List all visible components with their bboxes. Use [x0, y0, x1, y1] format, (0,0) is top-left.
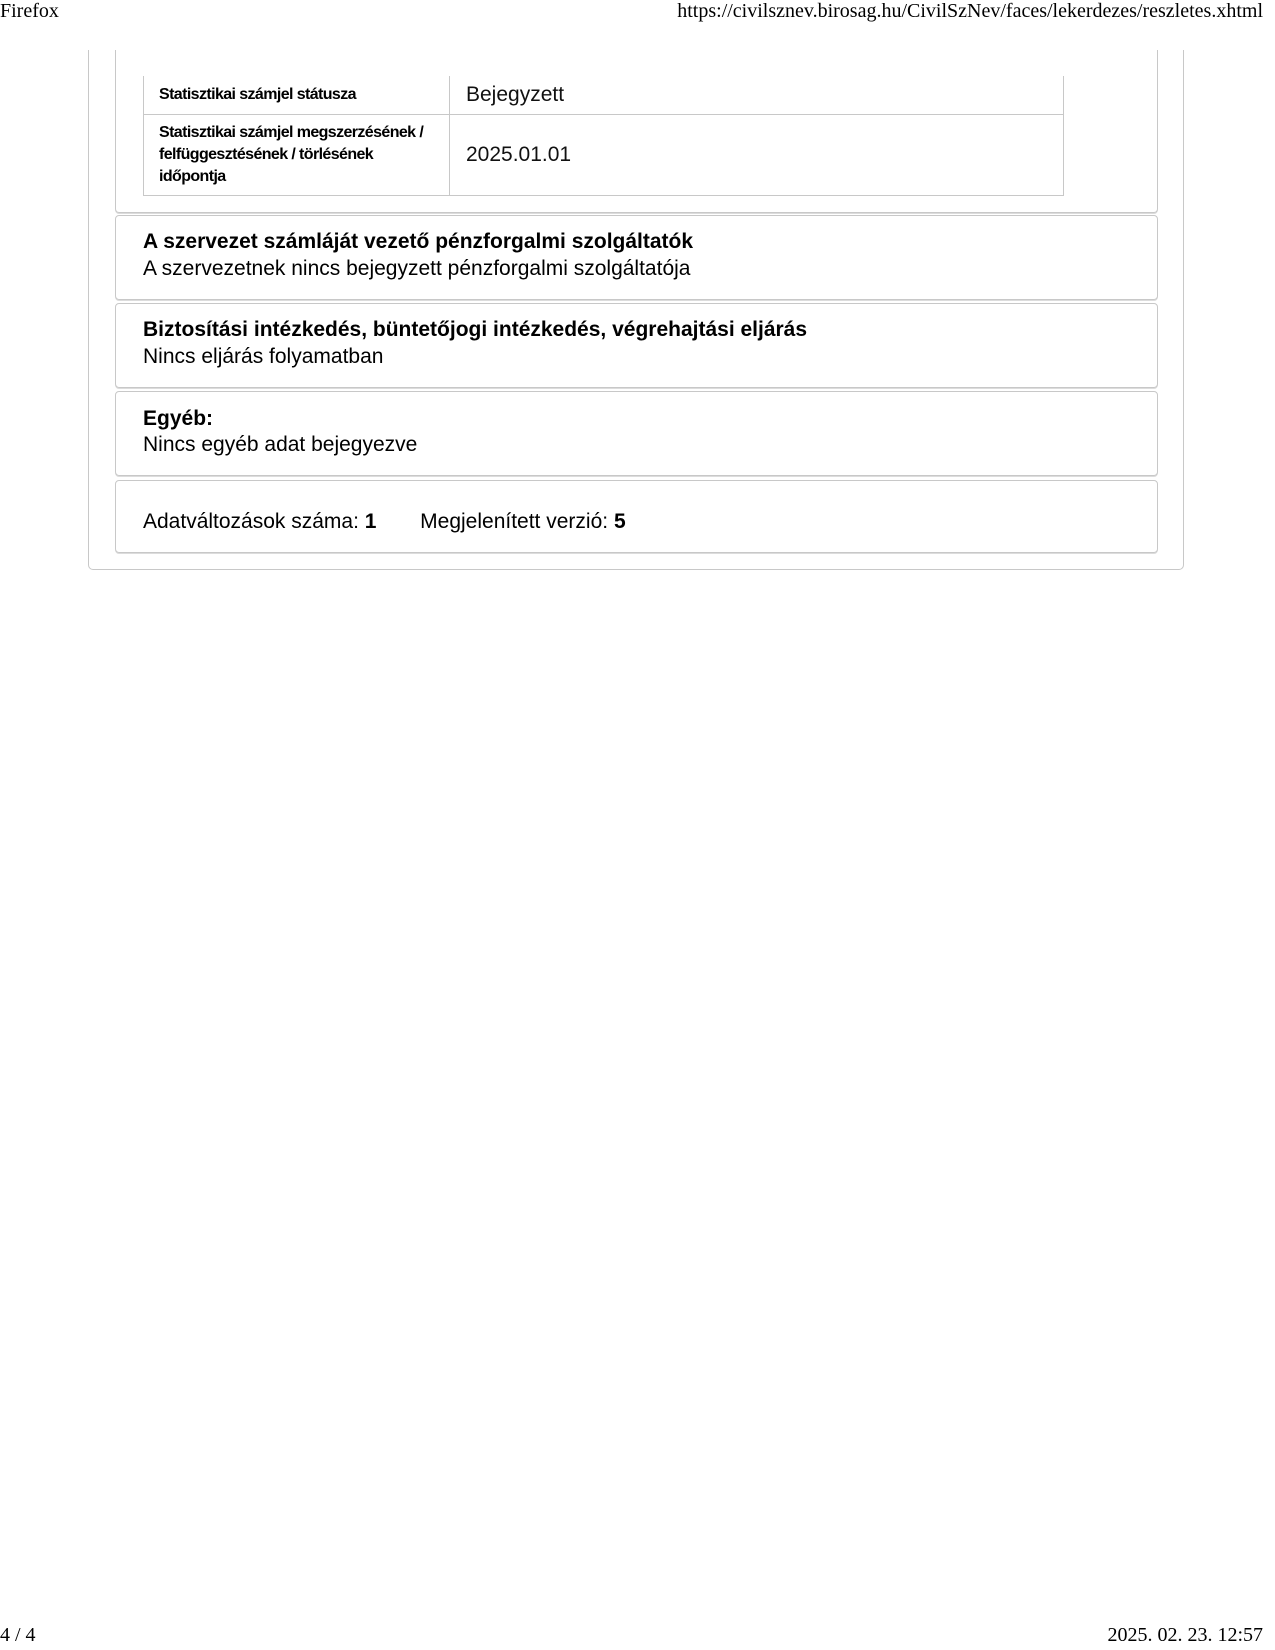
print-datetime: 2025. 02. 23. 12:57 [1107, 1624, 1263, 1646]
browser-name: Firefox [0, 0, 59, 22]
stat-date-value: 2025.01.01 [450, 115, 1064, 196]
statistical-number-table [143, 76, 1064, 196]
changes-value: 1 [364, 510, 377, 533]
print-header [0, 0, 1275, 26]
page-number: 4 / 4 [0, 1624, 36, 1646]
table-row [144, 115, 1064, 196]
other-text: Nincs egyéb adat bejegyezve [143, 433, 418, 456]
changes-label: Adatváltozások száma: [143, 510, 359, 533]
measures-text: Nincs eljárás folyamatban [143, 345, 384, 368]
version-label: Megjelenített verzió: [420, 510, 609, 533]
page-url: https://civilsznev.birosag.hu/CivilSzNev/faces/lekerdezes/reszletes.xhtml [677, 0, 1263, 22]
payment-providers-text: A szervezetnek nincs bejegyzett pénzforgalmi szolgáltatója [143, 257, 691, 280]
table-row [144, 76, 1064, 115]
measures-panel [115, 303, 1158, 388]
counts-panel [115, 480, 1158, 553]
print-footer [0, 1624, 1275, 1650]
other-panel [115, 391, 1158, 476]
version-value: 5 [613, 510, 626, 533]
payment-providers-panel [115, 215, 1158, 300]
other-title: Egyéb: [143, 407, 214, 430]
stat-status-value: Bejegyzett [450, 76, 1064, 115]
counts-line [143, 510, 626, 534]
stat-status-label: Statisztikai számjel státusza [144, 76, 450, 115]
measures-title: Biztosítási intézkedés, büntetőjogi intézkedés, végrehajtási eljárás [143, 318, 808, 341]
stat-date-label: Statisztikai számjel megszerzésének / felfüggesztésének / törlésének időpontja [144, 115, 450, 196]
payment-providers-title: A szervezet számláját vezető pénzforgalmi szolgáltatók [143, 230, 694, 253]
